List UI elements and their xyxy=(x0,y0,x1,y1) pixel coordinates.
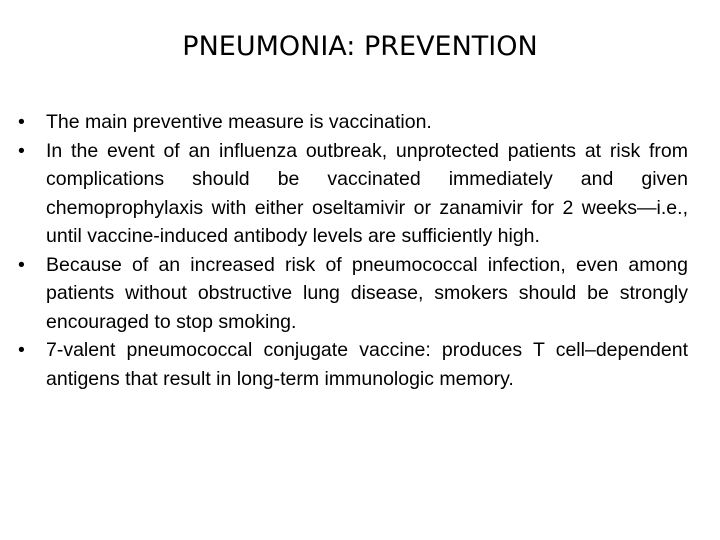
bullet-item xyxy=(18,251,688,337)
bullet-dot-icon: • xyxy=(18,139,25,162)
bullet-text: The main preventive measure is vaccination. xyxy=(46,111,432,133)
bullet-text: In the event of an influenza outbreak, unprotected patients at risk from complications should be vaccinated immediately and given chemoprophylaxis with either oseltamivir or zanamivir for 2 weeks—i.e., until vaccine-induced antibody levels are sufficiently high. xyxy=(46,139,688,247)
bullet-dot-icon: • xyxy=(18,339,25,361)
bullet-item xyxy=(18,336,688,393)
bullet-dot-icon: • xyxy=(18,253,25,276)
bullet-dot-icon: • xyxy=(18,111,25,133)
bullet-item xyxy=(18,108,688,137)
bullet-list xyxy=(18,108,688,393)
bullet-item xyxy=(18,137,688,251)
bullet-text: 7-valent pneumococcal conjugate vaccine: produces T cell–dependent antigens that result in long-term immunologic memory. xyxy=(46,339,688,390)
slide-title: PNEUMONIA: PREVENTION xyxy=(182,31,538,62)
bullet-text: Because of an increased risk of pneumococcal infection, even among patients without obstructive lung disease, smokers should be strongly encouraged to stop smoking. xyxy=(46,253,688,333)
